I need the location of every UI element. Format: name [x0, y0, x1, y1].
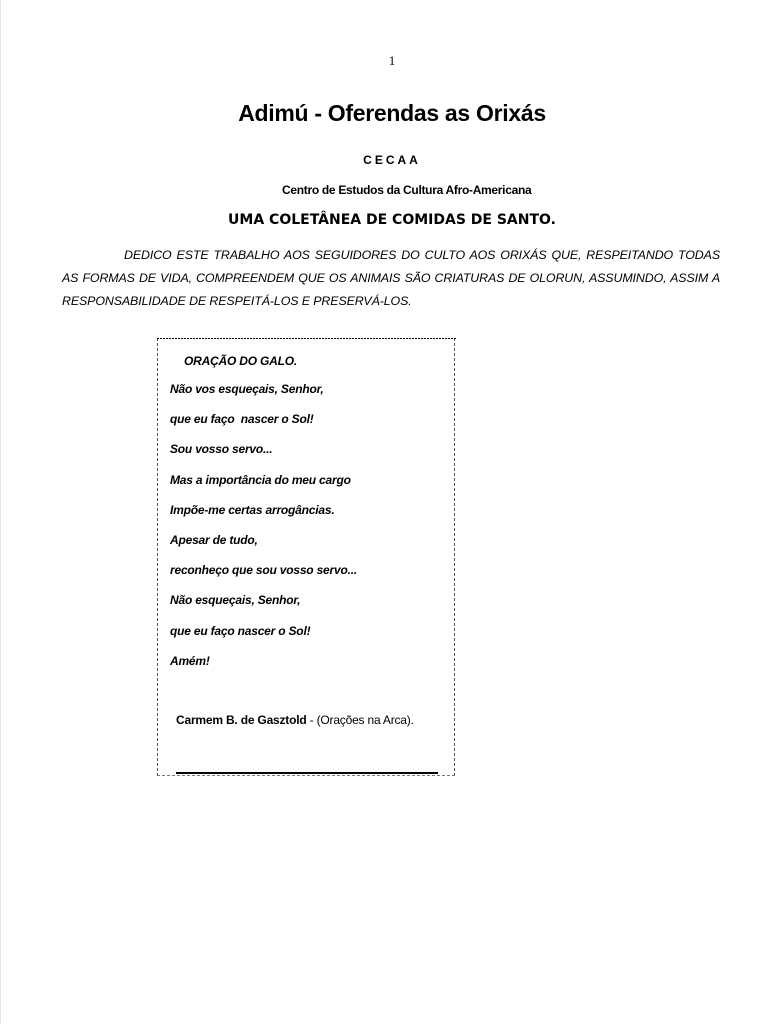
poem-credit-separator: - — [306, 713, 317, 727]
document-title: Adimú - Oferendas as Orixás — [238, 100, 546, 126]
poem-title: ORAÇÃO DO GALO. — [184, 354, 297, 368]
poem-box — [157, 338, 455, 776]
page-number: 1 — [388, 53, 396, 68]
poem-line: Sou vosso servo... — [170, 442, 273, 457]
poem-line: que eu faço nascer o Sol! — [170, 623, 311, 638]
poem-credit-author: Carmem B. de Gasztold — [176, 713, 307, 727]
poem-line: Mas a importância do meu cargo — [170, 472, 351, 487]
poem-line: Impõe-me certas arrogâncias. — [170, 502, 335, 517]
poem-line: Apesar de tudo, — [170, 532, 258, 547]
dedication-paragraph: DEDICO ESTE TRABALHO AOS SEGUIDORES DO CULTO AOS ORIXÁS QUE, RESPEITANDO TODAS AS FORMAS DE VIDA, COMPREENDEM QUE OS ANIMAIS SÃO CRIATURAS DE OLORUN, ASSUMINDO, ASSIM A RESPONSABILIDADE DE RESPEITÁ-LOS E PRESERVÁ-LOS. — [62, 248, 720, 308]
poem-lines — [170, 382, 357, 684]
poem-line: Amém! — [170, 653, 210, 668]
poem-credit — [176, 713, 414, 727]
organization-acronym: CECAA — [363, 153, 421, 167]
document-subtitle: UMA COLETÂNEA DE COMIDAS DE SANTO. — [228, 212, 556, 228]
poem-line: reconheço que sou vosso servo... — [170, 563, 357, 578]
poem-line: que eu faço nascer o Sol! — [170, 412, 314, 427]
poem-credit-source: (Orações na Arca). — [316, 713, 414, 727]
poem-box-top-border — [157, 338, 456, 339]
poem-box-bottom-rule — [176, 772, 438, 774]
poem-line: Não vos esqueçais, Senhor, — [170, 382, 324, 396]
poem-line: Não esqueçais, Senhor, — [170, 593, 301, 608]
organization-name: Centro de Estudos da Cultura Afro-Americana — [282, 183, 532, 197]
